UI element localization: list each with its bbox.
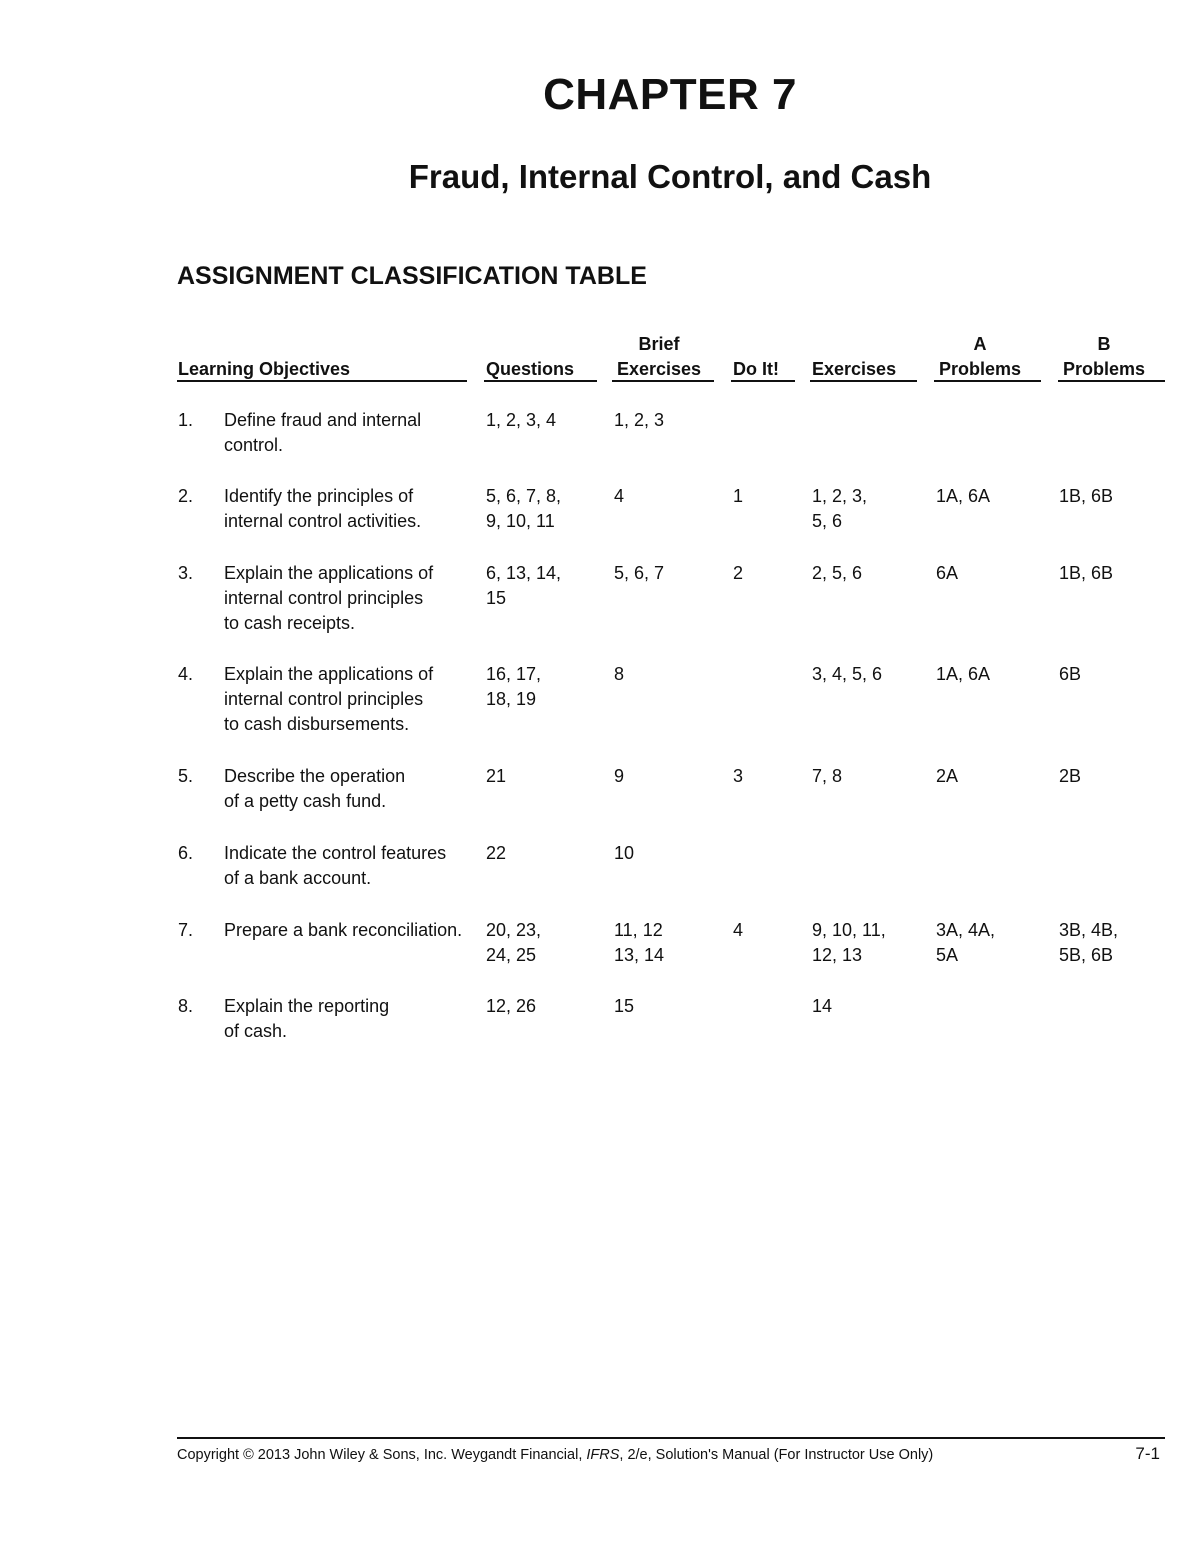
questions-cell: 21: [486, 766, 507, 786]
objective-text: Explain the applications of internal control principles to cash receipts.: [224, 563, 434, 633]
brief-exercises-cell: 9: [614, 766, 625, 786]
questions-cell: 12, 26: [486, 996, 537, 1016]
a-problems-cell: 1A, 6A: [936, 664, 991, 684]
chapter-number: CHAPTER 7: [543, 70, 797, 119]
header-rule-objectives: [177, 380, 467, 382]
brief-exercises-cell: 15: [614, 996, 635, 1016]
brief-exercises-cell: 11, 12 13, 14: [614, 920, 665, 965]
objective-number: 6.: [178, 843, 194, 863]
a-problems-cell: 1A, 6A: [936, 486, 991, 506]
brief-exercises-cell: 8: [614, 664, 625, 684]
objective-number: 4.: [178, 664, 194, 684]
questions-cell: 5, 6, 7, 8, 9, 10, 11: [486, 486, 562, 531]
brief-exercises-cell: 5, 6, 7: [614, 563, 665, 583]
objective-number: 8.: [178, 996, 194, 1016]
objective-text: Define fraud and internal control.: [224, 410, 422, 455]
b-problems-cell: 1B, 6B: [1059, 563, 1114, 583]
chapter-title: Fraud, Internal Control, and Cash: [408, 158, 932, 195]
objective-number: 7.: [178, 920, 194, 940]
objective-text: Prepare a bank reconciliation.: [224, 920, 463, 940]
header-rule-a-problems: [934, 380, 1041, 382]
questions-cell: 1, 2, 3, 4: [486, 410, 557, 430]
questions-cell: 16, 17, 18, 19: [486, 664, 542, 709]
exercises-cell: 2, 5, 6: [812, 563, 863, 583]
exercises-cell: 1, 2, 3, 5, 6: [812, 486, 868, 531]
footer-rule: [177, 1437, 1165, 1439]
exercises-cell: 3, 4, 5, 6: [812, 664, 883, 684]
objective-text: Identify the principles of internal control activities.: [224, 486, 422, 531]
exercises-cell: 9, 10, 11, 12, 13: [812, 920, 886, 965]
header-rule-doit: [731, 380, 795, 382]
header-rule-questions: [484, 380, 597, 382]
header-rule-b-problems: [1058, 380, 1165, 382]
objective-text: Explain the reporting of cash.: [224, 996, 390, 1041]
objective-text: Describe the operation of a petty cash fund.: [224, 766, 406, 811]
column-header-learning-objectives: Learning Objectives: [178, 359, 351, 379]
a-problems-cell: 6A: [936, 563, 959, 583]
questions-cell: 22: [486, 843, 507, 863]
objective-number: 2.: [178, 486, 194, 506]
b-problems-cell: 1B, 6B: [1059, 486, 1114, 506]
header-rule-brief: [612, 380, 714, 382]
b-problems-cell: 2B: [1059, 766, 1082, 786]
do-it-cell: 3: [733, 766, 744, 786]
column-header-brief-exercises: Brief Exercises: [616, 334, 702, 379]
page-number: 7-1: [1135, 1444, 1160, 1463]
objective-number: 1.: [178, 410, 194, 430]
b-problems-cell: 3B, 4B, 5B, 6B: [1059, 920, 1119, 965]
table-heading: ASSIGNMENT CLASSIFICATION TABLE: [177, 262, 647, 290]
objective-number: 5.: [178, 766, 194, 786]
objective-number: 3.: [178, 563, 194, 583]
brief-exercises-cell: 10: [614, 843, 635, 863]
a-problems-cell: 2A: [936, 766, 959, 786]
copyright-notice: Copyright © 2013 John Wiley & Sons, Inc. Weygandt Financial, IFRS, 2/e, Solution's Manual (For Instructor Use Only): [177, 1447, 934, 1463]
questions-cell: 20, 23, 24, 25: [486, 920, 542, 965]
column-header-a-problems: A Problems: [938, 334, 1022, 379]
b-problems-cell: 6B: [1059, 664, 1082, 684]
do-it-cell: 2: [733, 563, 744, 583]
header-rule-exercises: [810, 380, 917, 382]
do-it-cell: 1: [733, 486, 744, 506]
questions-cell: 6, 13, 14, 15: [486, 563, 562, 608]
column-header-b-problems: B Problems: [1062, 334, 1146, 379]
do-it-cell: 4: [733, 920, 744, 940]
brief-exercises-cell: 1, 2, 3: [614, 410, 665, 430]
column-header-exercises: Exercises: [812, 359, 897, 379]
exercises-cell: 7, 8: [812, 766, 843, 786]
column-header-do-it: Do It!: [733, 359, 779, 379]
brief-exercises-cell: 4: [614, 486, 625, 506]
a-problems-cell: 3A, 4A, 5A: [936, 920, 996, 965]
exercises-cell: 14: [812, 996, 833, 1016]
column-header-questions: Questions: [486, 359, 575, 379]
objective-text: Explain the applications of internal control principles to cash disbursements.: [224, 664, 434, 734]
objective-text: Indicate the control features of a bank account.: [224, 843, 447, 888]
